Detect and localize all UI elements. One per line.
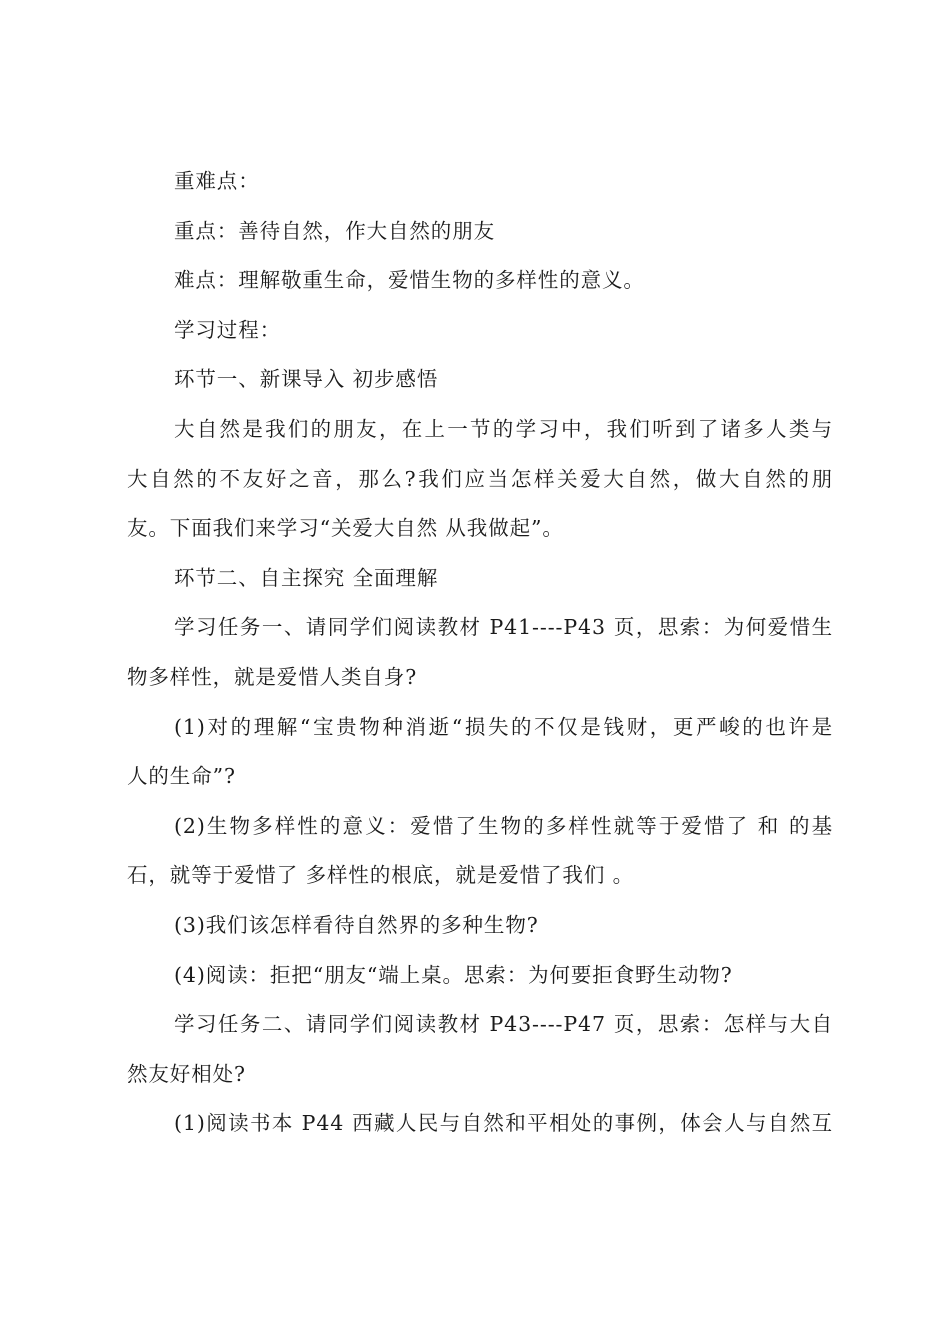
question-line: (4)阅读：拒把“朋友“端上桌。思索：为何要拒食野生动物?	[174, 962, 733, 987]
question-line: 人的生命”?	[127, 764, 236, 789]
question-line: 石，就等于爱惜了 多样性的根底，就是爱惜了我们 。	[127, 863, 635, 888]
question-line: (1)对的理解“宝贵物种消逝“损失的不仅是钱财，更严峻的也许是	[174, 714, 833, 739]
difficult-point: 难点：理解敬重生命，爱惜生物的多样性的意义。	[174, 268, 645, 293]
paragraph-line: 友。下面我们来学习“关爱大自然 从我做起”。	[127, 516, 564, 541]
step-heading: 环节二、自主探究 全面理解	[174, 565, 439, 590]
question-line: (3)我们该怎样看待自然界的多种生物?	[174, 912, 539, 937]
paragraph-line: 大自然的不友好之音，那么?我们应当怎样关爱大自然，做大自然的朋	[127, 466, 833, 491]
task-line: 学习任务二、请同学们阅读教材 P43----P47 页，思索：怎样与大自	[174, 1012, 833, 1037]
key-point: 重点：善待自然，作大自然的朋友	[174, 218, 495, 243]
task-line: 物多样性，就是爱惜人类自身?	[127, 664, 418, 689]
question-line: (1)阅读书本 P44 西藏人民与自然和平相处的事例，体会人与自然互	[174, 1111, 833, 1136]
question-line: (2)生物多样性的意义：爱惜了生物的多样性就等于爱惜了 和 的基	[174, 813, 833, 838]
section-heading: 学习过程：	[174, 317, 281, 342]
document-page	[127, 157, 833, 1149]
section-heading: 重难点：	[174, 169, 260, 193]
task-line: 学习任务一、请同学们阅读教材 P41----P43 页，思索：为何爱惜生	[174, 615, 833, 640]
task-line: 然友好相处?	[127, 1061, 246, 1086]
step-heading: 环节一、新课导入 初步感悟	[174, 367, 439, 392]
paragraph-line: 大自然是我们的朋友，在上一节的学习中，我们听到了诸多人类与	[174, 416, 833, 441]
